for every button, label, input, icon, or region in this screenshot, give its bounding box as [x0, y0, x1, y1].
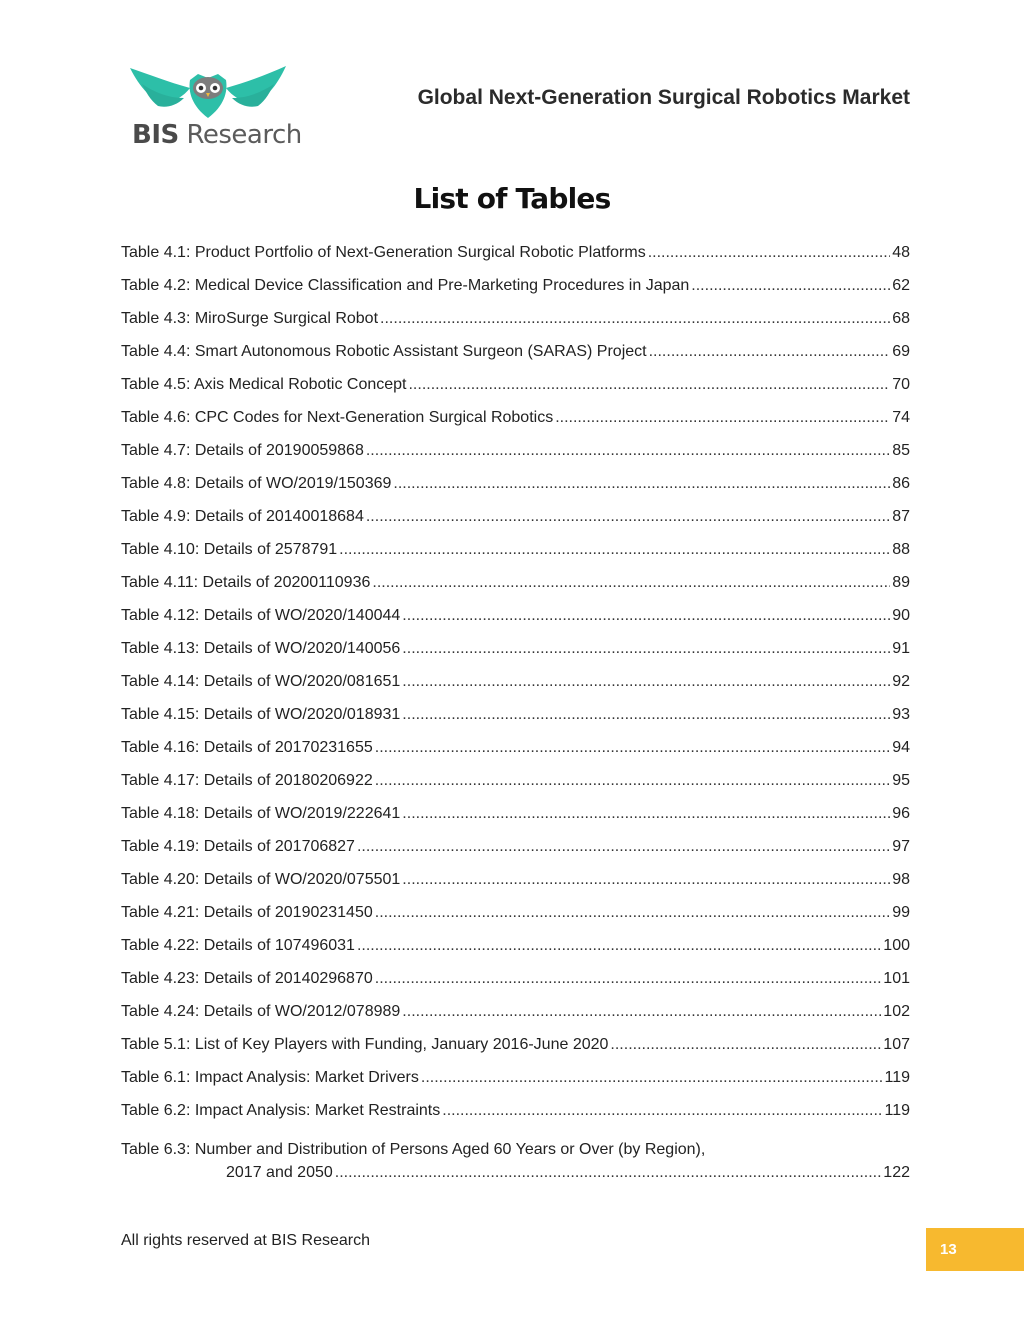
toc-entry-page: 68	[892, 310, 910, 327]
dot-leader	[402, 871, 890, 889]
dot-leader	[375, 970, 882, 988]
toc-entry[interactable]	[121, 244, 910, 277]
page-number-badge	[926, 1228, 1024, 1271]
dot-leader	[421, 1069, 883, 1087]
dot-leader	[357, 838, 890, 856]
dot-leader	[649, 343, 891, 361]
dot-leader	[402, 673, 890, 691]
toc-entry-label: Table 4.12: Details of WO/2020/140044	[121, 607, 401, 624]
toc-entry[interactable]	[121, 310, 910, 343]
report-title: Global Next-Generation Surgical Robotics Market	[417, 86, 910, 109]
dot-leader	[357, 937, 881, 955]
toc-entry-page: 102	[883, 1003, 910, 1020]
toc-entry[interactable]	[121, 607, 910, 640]
toc-entry-page: 96	[892, 805, 910, 822]
dot-leader	[610, 1036, 881, 1054]
dot-leader	[335, 1164, 882, 1182]
toc-entry-label: Table 4.16: Details of 20170231655	[121, 739, 373, 756]
toc-entry-label: Table 4.22: Details of 107496031	[121, 937, 355, 954]
dot-leader	[393, 475, 890, 493]
toc-entry[interactable]	[121, 739, 910, 772]
toc-entry[interactable]	[121, 574, 910, 607]
toc-entry-page: 62	[892, 277, 910, 294]
toc-entry[interactable]	[121, 1102, 910, 1135]
toc-entry-label: Table 4.13: Details of WO/2020/140056	[121, 640, 401, 657]
toc-entry[interactable]	[121, 673, 910, 706]
toc-entry[interactable]	[121, 871, 910, 904]
toc-entry[interactable]	[121, 475, 910, 508]
toc-entry-label: Table 4.7: Details of 20190059868	[121, 442, 364, 459]
toc-entry-page: 119	[884, 1102, 910, 1119]
toc-entry-label: Table 4.5: Axis Medical Robotic Concept	[121, 376, 407, 393]
toc-entry-page: 89	[892, 574, 910, 591]
toc-entry[interactable]	[121, 277, 910, 310]
dot-leader	[402, 1003, 881, 1021]
toc-entry[interactable]	[121, 343, 910, 376]
toc-entry[interactable]	[121, 541, 910, 574]
toc-entry[interactable]	[121, 376, 910, 409]
toc-entry-label: Table 4.6: CPC Codes for Next-Generation Surgical Robotics	[121, 409, 554, 426]
toc-entry-page: 101	[883, 970, 910, 987]
toc-entry-label: Table 4.24: Details of WO/2012/078989	[121, 1003, 401, 1020]
toc-entry-label: Table 4.4: Smart Autonomous Robotic Assistant Surgeon (SARAS) Project	[121, 343, 647, 360]
toc-entry-page: 48	[892, 244, 910, 261]
dot-leader	[402, 607, 890, 625]
toc-entry[interactable]	[121, 970, 910, 1003]
toc-entry-label: Table 4.11: Details of 20200110936	[121, 574, 371, 591]
toc-entry[interactable]	[121, 805, 910, 838]
toc-entry-label: Table 4.1: Product Portfolio of Next-Generation Surgical Robotic Platforms	[121, 244, 646, 261]
toc-entry-label: Table 4.8: Details of WO/2019/150369	[121, 475, 392, 492]
toc-entry-page: 74	[892, 409, 910, 426]
toc-entry-page: 70	[892, 376, 910, 393]
dot-leader	[375, 739, 890, 757]
toc-entry-label: Table 4.19: Details of 201706827	[121, 838, 355, 855]
dot-leader	[402, 706, 890, 724]
page-number: 13	[940, 1241, 957, 1258]
toc-entry[interactable]	[121, 838, 910, 871]
toc-entry-label: Table 6.2: Impact Analysis: Market Restraints	[121, 1102, 441, 1119]
toc-entry-page: 100	[883, 937, 910, 954]
toc-entry-page: 90	[892, 607, 910, 624]
toc-entry-label: Table 4.20: Details of WO/2020/075501	[121, 871, 401, 888]
table-of-contents	[121, 244, 910, 1197]
toc-entry-page: 95	[892, 772, 910, 789]
toc-entry-page: 107	[883, 1036, 910, 1053]
toc-entry-label-line1: Table 6.3: Number and Distribution of Persons Aged 60 Years or Over (by Region),	[121, 1141, 706, 1158]
dot-leader	[555, 409, 890, 427]
toc-entry-page: 92	[892, 673, 910, 690]
toc-entry-page: 119	[884, 1069, 910, 1086]
toc-entry-label: Table 4.15: Details of WO/2020/018931	[121, 706, 401, 723]
toc-entry-page: 88	[892, 541, 910, 558]
dot-leader	[375, 772, 890, 790]
bis-research-logo	[128, 62, 302, 152]
toc-entry-page: 98	[892, 871, 910, 888]
dot-leader	[380, 310, 890, 328]
toc-entry-page: 85	[892, 442, 910, 459]
toc-entry-label: Table 4.14: Details of WO/2020/081651	[121, 673, 401, 690]
toc-entry-page: 69	[892, 343, 910, 360]
dot-leader	[408, 376, 890, 394]
toc-entry[interactable]	[121, 409, 910, 442]
toc-entry[interactable]	[121, 1036, 910, 1069]
toc-entry-page: 97	[892, 838, 910, 855]
logo-wordmark: BIS Research	[132, 120, 302, 150]
dot-leader	[648, 244, 891, 262]
toc-entry-label: Table 4.17: Details of 20180206922	[121, 772, 373, 789]
toc-entry-label: Table 4.2: Medical Device Classification and Pre-Marketing Procedures in Japan	[121, 277, 690, 294]
toc-entry[interactable]	[121, 1003, 910, 1036]
toc-entry-page: 94	[892, 739, 910, 756]
toc-entry[interactable]	[121, 640, 910, 673]
toc-entry[interactable]	[121, 1069, 910, 1102]
page-title: List of Tables	[413, 182, 611, 215]
toc-entry-label-line2: 2017 and 2050	[226, 1164, 333, 1181]
dot-leader	[366, 442, 890, 460]
toc-entry-label: Table 4.21: Details of 20190231450	[121, 904, 373, 921]
toc-entry[interactable]	[121, 442, 910, 475]
toc-entry-label: Table 6.1: Impact Analysis: Market Drivers	[121, 1069, 419, 1086]
dot-leader	[691, 277, 890, 295]
toc-entry-label: Table 4.18: Details of WO/2019/222641	[121, 805, 401, 822]
toc-entry-page: 93	[892, 706, 910, 723]
toc-entry-page: 99	[892, 904, 910, 921]
dot-leader	[442, 1102, 882, 1120]
owl-logo-icon	[128, 62, 288, 122]
toc-entry[interactable]	[121, 706, 910, 739]
dot-leader	[375, 904, 890, 922]
toc-entry-label: Table 4.10: Details of 2578791	[121, 541, 338, 558]
toc-entry-page: 91	[892, 640, 910, 657]
toc-entry[interactable]	[121, 937, 910, 970]
dot-leader	[366, 508, 890, 526]
toc-entry-label: Table 4.23: Details of 20140296870	[121, 970, 373, 987]
toc-entry-wrapped[interactable]	[121, 1135, 910, 1197]
dot-leader	[339, 541, 890, 559]
toc-entry-page: 86	[892, 475, 910, 492]
toc-entry[interactable]	[121, 508, 910, 541]
dot-leader	[402, 805, 890, 823]
toc-entry-label: Table 4.9: Details of 20140018684	[121, 508, 364, 525]
toc-entry-label: Table 4.3: MiroSurge Surgical Robot	[121, 310, 379, 327]
toc-entry[interactable]	[121, 904, 910, 937]
toc-entry-label: Table 5.1: List of Key Players with Funding, January 2016-June 2020	[121, 1036, 609, 1053]
dot-leader	[402, 640, 890, 658]
toc-entry-page: 87	[892, 508, 910, 525]
toc-entry[interactable]	[121, 772, 910, 805]
dot-leader	[372, 574, 890, 592]
footer-rights: All rights reserved at BIS Research	[121, 1232, 370, 1249]
toc-entry-continuation	[121, 1164, 910, 1197]
toc-entry-page: 122	[883, 1164, 910, 1181]
